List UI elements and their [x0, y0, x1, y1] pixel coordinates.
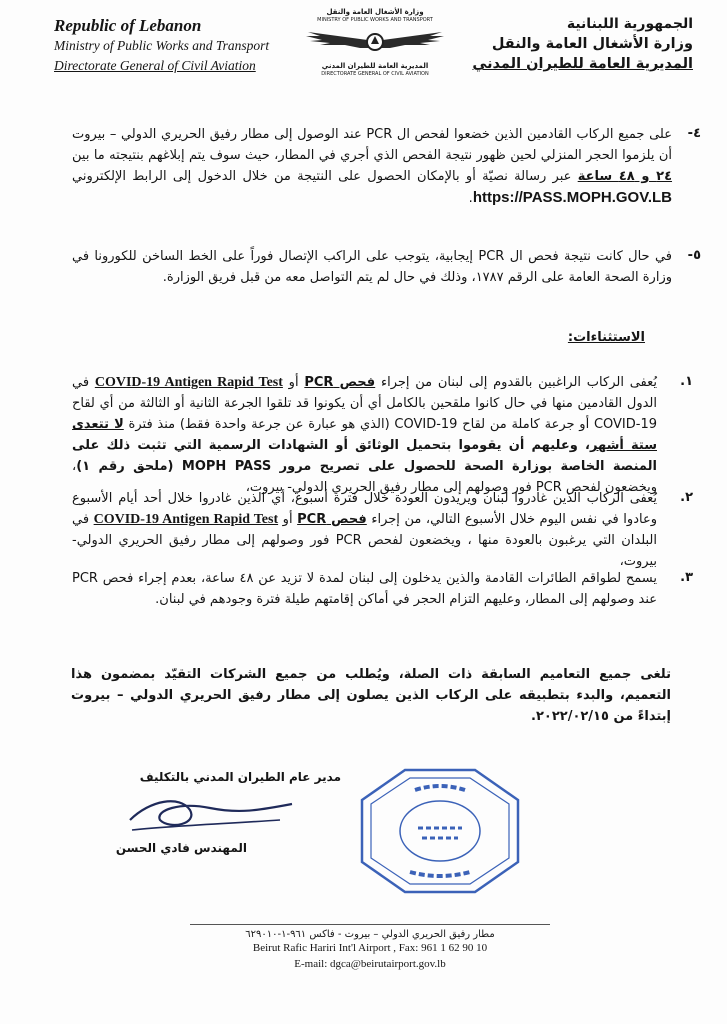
ministry-name-en: Ministry of Public Works and Transport — [54, 38, 270, 53]
exception-1-text-a: يُعفى الركاب الراغبين بالقدوم إلى لبنان من إجراء — [380, 375, 657, 390]
letterhead-english — [54, 16, 269, 76]
letterhead-arabic — [472, 14, 693, 74]
footer-address-ar: مطار رفيق الحريري الدولي – بيروت - فاكس ٩٦١-١-٦٢٩٠١٠ — [245, 929, 495, 940]
exception-1-antigen: COVID-19 Antigen Rapid Test — [94, 375, 283, 390]
exception-1-or: أو — [288, 375, 299, 390]
exception-3-number: .٣ — [680, 570, 693, 585]
logo-text-ar: وزارة الأشغال العامة والنقل — [326, 8, 424, 16]
directorate-name-en: Directorate General of Civil Aviation — [54, 58, 256, 73]
official-stamp — [360, 768, 520, 894]
exception-2-pcr: فحص PCR — [297, 512, 367, 527]
exception-1-pcr: فحص PCR — [304, 375, 376, 390]
exception-1-text-c: ، وعليهم أن يقوموا بتحميل الوثائق أو الشهادات الرسمية التي تثبت ذلك على المنصة الخاصة بوزارة الصحة للحصول على تصريح مرور MOPH PASS (ملحق رقم ١) — [72, 438, 657, 474]
exception-1-number: .١ — [680, 374, 693, 389]
item-4-hours: ٢٤ و ٤٨ ساعة — [577, 169, 673, 184]
exception-2-text-b: في البلدان التي يرغبون بالعودة منها ، ويخضعون لفحص PCR فور وصولهم إلى مطار رفيق الحريري الدولي- بيروت، — [72, 512, 657, 569]
ministry-logo — [300, 8, 450, 78]
item-5-paragraph: في حال كانت نتيجة فحص ال PCR إيجابية، يتوجب على الراكب الإتصال فوراً على الخط الساخن للكورونا في وزارة الصحة العامة على الرقم ١٧٨٧، وذلك في حال لم يتم التواصل معه من قبل فريق الوزارة. — [72, 249, 673, 285]
exception-2-paragraph — [72, 488, 657, 572]
exceptions-heading: الاستثناءات: — [567, 330, 645, 345]
footer-address-en: Beirut Rafic Hariri Int'l Airport , Fax: 961 1 62 90 10 — [252, 942, 488, 954]
item-4-text-a: على جميع الركاب القادمين الذين خضعوا لفحص ال PCR عند الوصول إلى مطار رفيق الحريري الدولي – بيروت أن يلزموا الحجر المنزلي لحين ظهور نتيجة الفحص الذي أجري في المطار، حيث سوف يتم إبلاغهم بنتيجته ما بين — [72, 127, 672, 163]
signatory-name: المهندس فادي الحسن — [115, 841, 247, 855]
signatory-title: مدير عام الطيران المدني بالتكليف — [139, 770, 341, 784]
exception-1-period: لا تتعدى ستة أشهر — [72, 417, 657, 453]
results-link[interactable]: https://PASS.MOPH.GOV.LB — [472, 189, 672, 206]
exception-2-antigen: COVID-19 Antigen Rapid Test — [93, 512, 279, 527]
handwritten-signature — [120, 790, 300, 840]
item-4-number: -٤ — [687, 126, 701, 141]
exception-2-or: أو — [282, 512, 293, 527]
closing-paragraph: تلغى جميع التعاميم السابقة ذات الصلة، ويُطلب من جميع الشركات التقيّد بمضمون هذا التعميم، والبدء بتطبيقه على الركاب الذين يصلون إلى مطار رفيق الحريري الدولي – بيروت إبتداءً من ٢٠٢٢/٠٢/١٥. — [71, 667, 671, 724]
country-name-ar: الجمهورية اللبنانية — [566, 16, 693, 32]
exception-2-number: .٢ — [680, 490, 693, 505]
exception-1-text-b: في الدول القادمين منها في حال كانوا ملقحين بالكامل أي أن يكونوا قد تلقوا الجرعة الثانية أو الثالثة من أي لقاح COVID-19 أو جرعة كاملة من لقاح COVID-19 (الذي هو عبارة عن جرعة واحدة فقط) منذ فترة — [72, 375, 657, 432]
ministry-name-ar: وزارة الأشغال العامة والنقل — [491, 36, 693, 52]
footer — [190, 924, 550, 972]
item-4-paragraph: على جميع الركاب القادمين الذين خضعوا لفحص ال PCR عند الوصول إلى مطار رفيق الحريري الدولي – بيروت أن يلزموا الحجر المنزلي لحين ظهور نتيجة الفحص الذي أجري في المطار، حيث سوف يتم إبلاغهم بنتيجته ما بين ٢٤ و ٤٨ ساعة عبر رسالة نصيّة أو بالإمكان الحصول على النتيجة من خلال الدخول إلى الرابط الإلكتروني https://PASS.MOPH.GOV.LB. — [72, 127, 673, 206]
item-5-number: -٥ — [687, 248, 701, 263]
item-4-text-b: عبر رسالة نصيّة أو بالإمكان الحصول على النتيجة من خلال الدخول إلى الرابط الإلكتروني — [72, 169, 572, 184]
country-name-en: Republic of Lebanon — [54, 16, 202, 35]
exception-3-paragraph: يسمح لطواقم الطائرات القادمة والذين يدخلون إلى لبنان لمدة لا تزيد عن ٤٨ ساعة، بعدم إجراء فحص PCR عند وصولهم إلى المطار، وعليهم التزام الحجر في أماكن إقامتهم طيلة فترة وجودهم في لبنان. — [72, 571, 657, 607]
exception-2-text-a: يُعفى الركاب الذين غادروا لبنان ويريدون العودة خلال فترة أسبوع، أي الذين غادروا خلال أحد أيام الأسبوع وعادوا في نفس اليوم خلال الأسبوع التالي، من إجراء — [72, 491, 657, 527]
exception-1-text-d: ، ويخضعون لفحص PCR فور وصولهم إلى مطار رفيق الحريري الدولي- بيروت، — [72, 459, 657, 495]
directorate-name-ar: المديرية العامة للطيران المدني — [472, 56, 693, 72]
wings-emblem-icon — [300, 24, 450, 58]
exception-1-paragraph — [72, 372, 657, 498]
logo-text-ar-2: المديرية العامة للطيران المدني — [321, 62, 429, 70]
logo-text-en-2: DIRECTORATE GENERAL OF CIVIL AVIATION — [321, 71, 429, 77]
logo-text-en: MINISTRY OF PUBLIC WORKS AND TRANSPORT — [317, 17, 433, 23]
footer-email[interactable]: E-mail: dgca@beirutairport.gov.lb — [294, 958, 446, 970]
